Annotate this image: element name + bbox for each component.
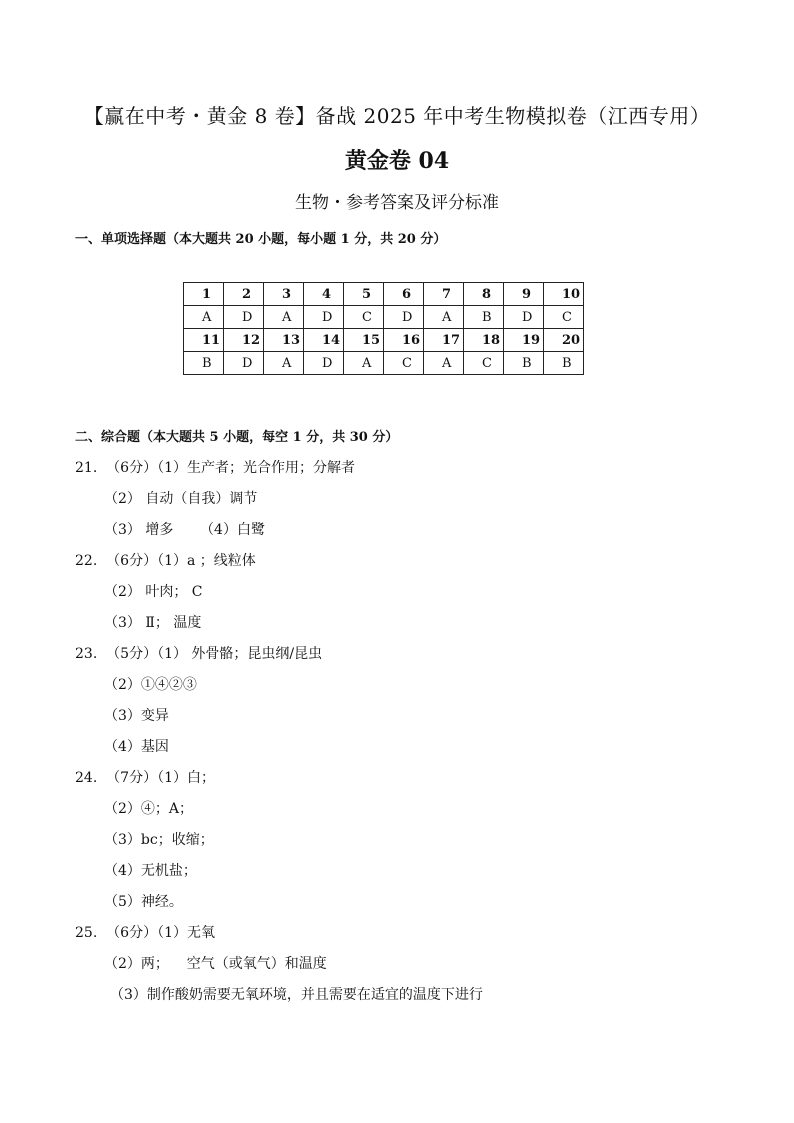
answer-table: [183, 282, 584, 375]
table-cell: D: [304, 306, 344, 329]
table-cell: D: [224, 306, 264, 329]
table-cell: 10: [544, 283, 584, 306]
table-cell: D: [304, 352, 344, 375]
table-cell: C: [464, 352, 504, 375]
table-cell: D: [384, 306, 424, 329]
table-row: [184, 352, 584, 375]
table-cell: B: [504, 352, 544, 375]
table-cell: B: [544, 352, 584, 375]
table-cell: 15: [344, 329, 384, 352]
answer-line: （3）bc；收缩；: [104, 832, 214, 848]
table-cell: 17: [424, 329, 464, 352]
answer-line: （2）①④②③: [104, 677, 197, 693]
table-cell: 13: [264, 329, 304, 352]
table-cell: A: [264, 306, 304, 329]
table-cell: 8: [464, 283, 504, 306]
table-cell: 6: [384, 283, 424, 306]
table-cell: 11: [184, 329, 224, 352]
answer-line: （2）④；A；: [104, 801, 194, 817]
answer-line: （3）制作酸奶需要无氧环境，并且需要在适宜的温度下进行: [110, 987, 483, 1003]
table-cell: 9: [504, 283, 544, 306]
answer-line: （2） 自动（自我）调节: [104, 491, 258, 507]
table-cell: 19: [504, 329, 544, 352]
document-title: 【赢在中考・黄金 8 卷】备战 2025 年中考生物模拟卷（江西专用）: [83, 104, 711, 128]
table-row: [184, 329, 584, 352]
table-row: [184, 283, 584, 306]
table-cell: A: [344, 352, 384, 375]
answer-line: （2） 叶肉； C: [104, 584, 203, 600]
table-cell: 3: [264, 283, 304, 306]
answer-line: 21. （6分）（1）生产者；光合作用；分解者: [75, 460, 355, 476]
answer-line: 25. （6分）（1）无氧: [75, 925, 215, 941]
table-cell: 20: [544, 329, 584, 352]
answer-line: （2）两； 空气（或氧气）和温度: [104, 956, 327, 972]
table-cell: 7: [424, 283, 464, 306]
table-cell: C: [384, 352, 424, 375]
table-cell: 4: [304, 283, 344, 306]
answer-line: （3） Ⅱ； 温度: [104, 615, 202, 631]
answer-line: 22. （6分）（1）a ；线粒体: [75, 553, 256, 569]
paper-subtitle: 黄金卷 04: [344, 148, 450, 174]
section-heading-choice: 一、单项选择题（本大题共 20 小题，每小题 1 分，共 20 分）: [75, 232, 447, 247]
table-cell: 16: [384, 329, 424, 352]
answer-line: 24. （7分）（1）白；: [75, 770, 215, 786]
table-cell: B: [464, 306, 504, 329]
table-cell: 1: [184, 283, 224, 306]
answer-key-heading: 生物・参考答案及评分标准: [295, 193, 499, 213]
table-cell: D: [504, 306, 544, 329]
table-cell: B: [184, 352, 224, 375]
answer-line: （4）无机盐；: [104, 863, 197, 879]
table-cell: C: [344, 306, 384, 329]
table-cell: C: [544, 306, 584, 329]
answer-line: （5）神经。: [104, 894, 183, 910]
table-cell: A: [424, 352, 464, 375]
table-cell: 12: [224, 329, 264, 352]
answer-line: （3）变异: [104, 708, 169, 724]
table-cell: 2: [224, 283, 264, 306]
table-cell: 5: [344, 283, 384, 306]
answer-line: （4）基因: [104, 739, 169, 755]
answer-line: （3） 增多 （4）白鹭: [104, 522, 265, 538]
table-cell: A: [424, 306, 464, 329]
table-row: [184, 306, 584, 329]
table-cell: A: [184, 306, 224, 329]
section-heading-comprehensive: 二、综合题（本大题共 5 小题，每空 1 分，共 30 分）: [75, 430, 399, 445]
table-cell: A: [264, 352, 304, 375]
table-cell: 14: [304, 329, 344, 352]
table-cell: D: [224, 352, 264, 375]
table-cell: 18: [464, 329, 504, 352]
answer-line: 23. （5分）（1） 外骨骼；昆虫纲/昆虫: [75, 646, 323, 662]
